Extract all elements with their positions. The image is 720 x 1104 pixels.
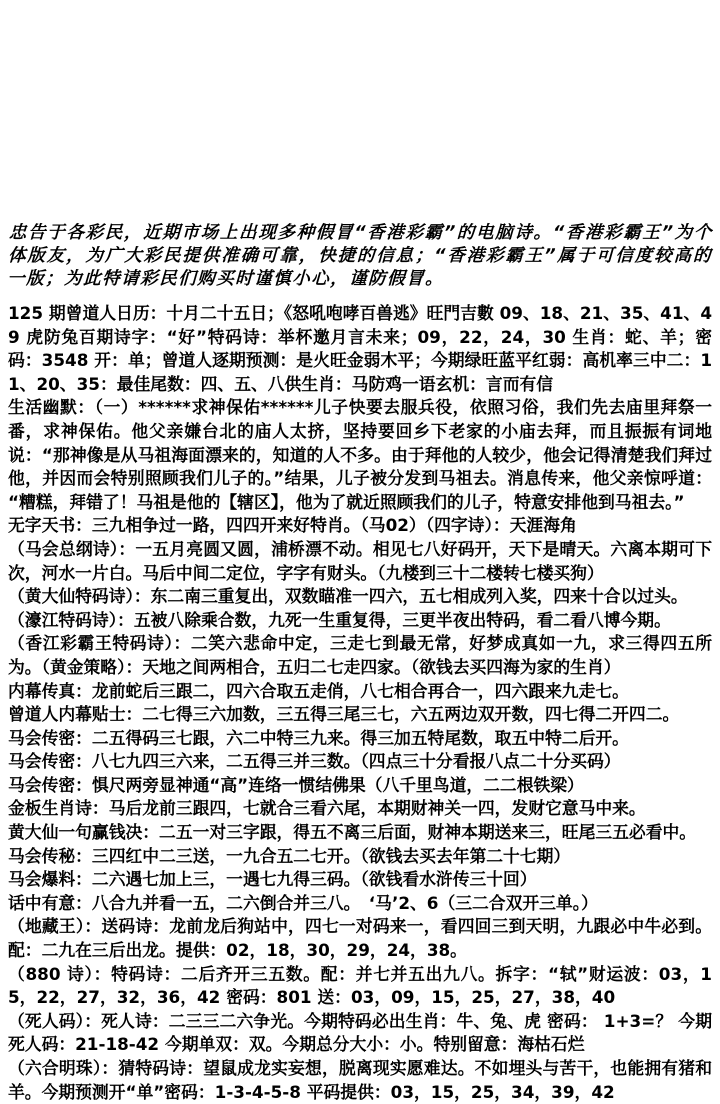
paragraph: （香江彩霸王特码诗）：二笑六悲命中定，三走七到最无常，好梦成真如一九，求三得四五所为。（黄金策略）：天地之间两相合，五归二七走四家。（欲钱去买四海为家的生肖） [8, 633, 712, 677]
paragraph: 黄大仙一句赢钱决：二五一对三字跟，得五不离三后面，财神本期送来三，旺尾三五必看中。 [8, 822, 697, 843]
paragraph: （黄大仙特码诗）：东二南三重复出，双数瞄准一四六，五七相成列入奖，四来十合以过头。 [8, 586, 688, 607]
paragraph: 金板生肖诗：马后龙前三跟四，七就合三看六尾，本期财神关一四，发财它意马中来。 [8, 798, 646, 819]
paragraph: 马会传秘：三四红中二三送，一九合五二七开。（欲钱去买去年第二十七期） [8, 845, 571, 866]
paragraph: （六合明珠）：猜特码诗：望鼠成龙实妄想，脱离现实愿难达。不如埋头与苦干，也能拥有猪和羊。今期预测开“单”密码：1-3-4-5-8 平码提供：03，15，25，34，39，42 [8, 1058, 712, 1102]
paragraph: 125 期曾道人日历：十月二十五日；《怒吼咆哮百兽逃》旺門吉數 09、18、21、35、41、49 虎防兔百期诗字：“好”特码诗：举杯邀月言未来；09，22，24，30 生肖：蛇、羊；密码：3548 开：单；曾道人逐期预测：是火旺金弱木平；今期绿旺蓝平红弱：高机率三中二：11、20、35：最佳尾数：四、五、八供生肖：马防鸡一语玄机：言而有信 [8, 303, 712, 394]
paragraph: 内幕传真：龙前蛇后三跟二，四六合取五走俏，八七相合再合一，四六跟来九走七。 [8, 680, 629, 701]
paragraph: （地藏王）：送码诗：龙前龙后狗站中，四七一对码来一，看四回三到天明，九跟必中牛必到。配：二九在三后出龙。提供：02，18，30，29，24，38。 [8, 916, 712, 961]
paragraph: （马会总纲诗）：一五月亮圆又圆，浦桥漂不动。相见七八好码开，天下是晴天。六离本期可下次，河水一片白。马后中间二定位，字字有财头。（九楼到三十二楼转七楼买狗） [8, 538, 712, 583]
paragraph: 无字天书：三九相争过一路，四四开来好特肖。（马02）（四字诗）：天涯海角 [8, 515, 577, 536]
paragraph: 生活幽默：（一）******求神保佑******儿子快要去服兵役，依照习俗，我们先去庙里拜祭一番，求神保佑。他父亲嫌台北的庙人太挤，坚持要回乡下老家的小庙去拜，而且振振有词地说：“那神像是从马祖海面漂来的，知道的人不多。由于拜他的人较少，他会记得清楚我们拜过他，并因而会特别照顾我们儿子的。”结果，儿子被分发到马祖去。消息传来，他父亲惊呼道：“糟糕，拜错了！马祖是他的【辖区】，他为了就近照顾我们的儿子，特意安排他到马祖去。” [8, 397, 712, 512]
paragraph: 马会传密：惧尺两旁显神通“高”连络一惯结佛果（八千里鸟道，二二根铁梁） [8, 774, 584, 795]
paragraph: （死人码）：死人诗：二三三二六争光。今期特码必出生肖：牛、兔、虎 密码： 1+3=？ 今期死人码：21-18-42 今期单双：双。今期总分大小：小。特别留意：海枯石烂 [8, 1010, 712, 1055]
paragraph: （濠江特码诗）：五被八除乘合数，九死一生重复得，三更半夜出特码，看二看八博今期。 [8, 609, 671, 630]
paragraph: （880 诗）：特码诗：二后齐开三五数。配：并七并五出九八。拆字：“轼”财运波：03，15，22，27，32，36，42 密码：801 送：03，09，15，25，27，38，40 [8, 963, 712, 1008]
paragraph: 话中有意：八合九并看一五，二六倒合并三八。 ‘马’2、6（三二合双开三单。） [8, 892, 598, 913]
paragraph: 马会传密：二五得码三七跟，六二中特三九来。得三加五特尾数，取五中特二后开。 [8, 727, 629, 748]
counterfeit-warning-notice: 忠告于各彩民，近期市场上出现多种假冒“香港彩霸”的电脑诗。“香港彩霸王”为个体版友，为广大彩民提供准确可靠，快捷的信息；“香港彩霸王”属于可信度较高的一版；为此特请彩民们购买时谨慎小心，谨防假冒。 [6, 223, 714, 289]
paragraph: 曾道人内幕贴士：二七得三六加数，三五得三尾三七，六五两边双开数，四七得二开四二。 [8, 704, 680, 725]
sheet-body [8, 302, 712, 1104]
paragraph: 马会爆料：二六遇七加上三，一遇七九得三码。（欲钱看水浒传三十回） [8, 869, 537, 890]
paragraph: 马会传密：八七九四三六来，二五得三并三数。（四点三十分看报八点二十分买码） [8, 751, 621, 772]
